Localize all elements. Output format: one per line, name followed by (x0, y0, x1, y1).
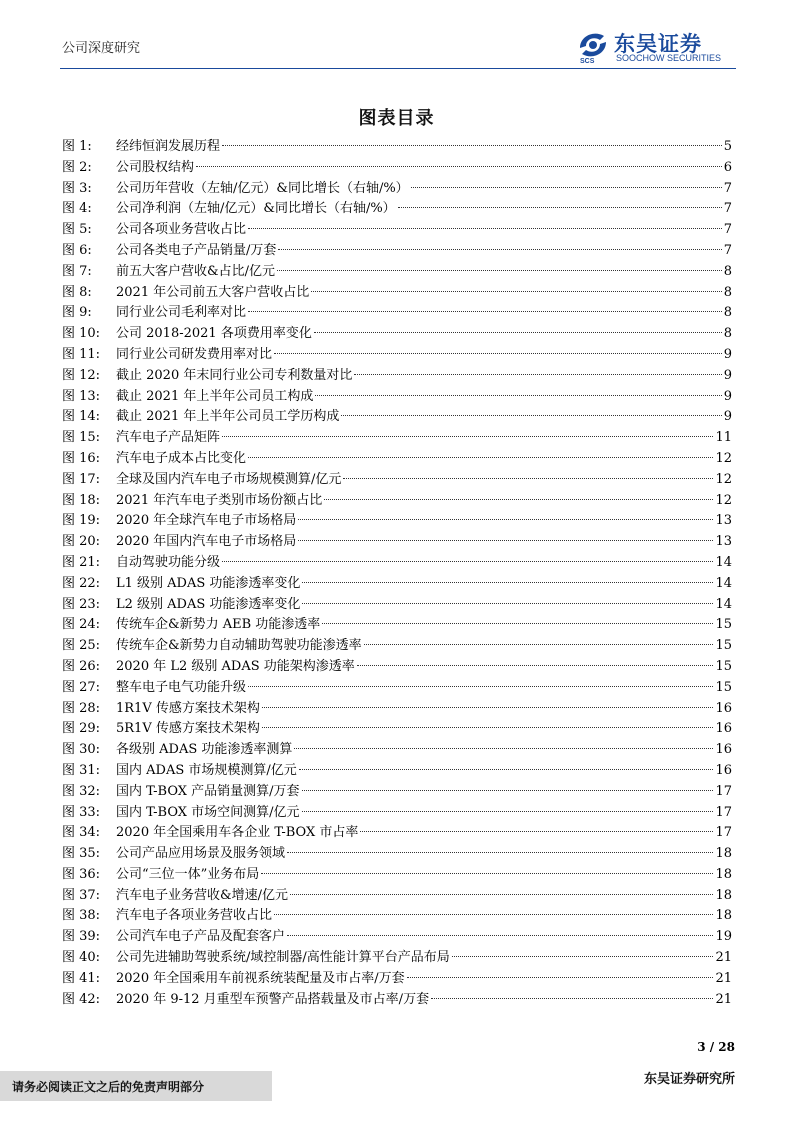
toc-entry-title: 汽车电子产品矩阵 (116, 430, 221, 446)
toc-entry-title: 公司产品应用场景及服务领域 (116, 846, 286, 862)
toc-dot-leader (302, 790, 714, 791)
toc-entry-title: 经纬恒润发展历程 (116, 139, 221, 154)
toc-entry-title: 汽车电子各项业务营收占比 (116, 908, 273, 924)
toc-entry[interactable] (62, 345, 732, 366)
toc-entry-label: 图 36: (62, 866, 101, 882)
toc-entry-page: 14 (715, 596, 732, 612)
toc-entry[interactable] (62, 553, 732, 574)
toc-entry-page: 21 (715, 950, 732, 966)
toc-dot-leader (341, 415, 721, 416)
toc-entry[interactable] (62, 782, 732, 803)
toc-entry-page: 15 (715, 679, 732, 695)
toc-entry-title: 公司汽车电子产品及配套客户 (116, 929, 286, 945)
toc-entry-title: 1R1V 传感方案技术架构 (116, 700, 260, 716)
toc-entry-label: 图 12: (62, 367, 101, 383)
toc-entry[interactable] (62, 574, 732, 595)
toc-entry-title: 公司各项业务营收占比 (116, 222, 247, 238)
toc-entry-label: 图 18: (62, 492, 101, 508)
toc-dot-leader (287, 935, 713, 936)
toc-entry[interactable] (62, 428, 732, 449)
toc-entry-label: 图 33: (62, 804, 101, 820)
toc-entry-title: 2020 年 9-12 月重型车预警产品搭载量及市占率/万套 (116, 991, 430, 1007)
toc-entry-title: 公司“三位一体”业务布局 (116, 866, 260, 882)
toc-entry-label: 图 27: (62, 679, 101, 695)
toc-entry-page: 14 (715, 575, 732, 591)
toc-entry-page: 15 (715, 617, 732, 633)
toc-entry-title: 同行业公司毛利率对比 (116, 305, 247, 321)
toc-entry-page: 13 (715, 534, 732, 550)
toc-entry-label: 图 16: (62, 450, 101, 466)
toc-entry[interactable] (62, 823, 732, 844)
toc-dot-leader (298, 540, 713, 541)
toc-entry-page: 12 (715, 471, 732, 487)
toc-entry-label: 图 41: (62, 970, 101, 986)
toc-entry-title: 汽车电子成本占比变化 (116, 450, 247, 466)
toc-dot-leader (248, 457, 713, 458)
toc-dot-leader (277, 270, 722, 271)
toc-entry[interactable] (62, 137, 732, 158)
toc-entry-label: 图 1: (62, 139, 92, 154)
toc-entry-label: 图 40: (62, 950, 101, 966)
header-section-label: 公司深度研究 (62, 41, 141, 56)
toc-entry-label: 图 8: (62, 284, 92, 300)
toc-dot-leader (299, 769, 714, 770)
toc-entry-title: L1 级别 ADAS 功能渗透率变化 (116, 575, 301, 591)
toc-entry-title: 2020 年国内汽车电子市场格局 (116, 534, 297, 550)
toc-entry-title: 2020 年全国乘用车前视系统装配量及市占率/万套 (116, 970, 405, 986)
logo-chinese-name: 东吴证券 (614, 32, 702, 56)
toc-entry-title: 公司 2018-2021 各项费用率变化 (116, 326, 312, 342)
toc-entry-label: 图 23: (62, 596, 101, 612)
toc-entry-title: 2020 年 L2 级别 ADAS 功能架构渗透率 (116, 658, 355, 674)
scs-logo-icon (576, 28, 610, 62)
toc-entry[interactable] (62, 803, 732, 824)
toc-entry-page: 7 (723, 222, 732, 238)
toc-entry[interactable] (62, 595, 732, 616)
toc-entry[interactable] (62, 699, 732, 720)
company-logo (576, 28, 736, 68)
toc-entry-title: 5R1V 传感方案技术架构 (116, 721, 260, 737)
toc-dot-leader (262, 707, 714, 708)
toc-entry[interactable] (62, 220, 732, 241)
toc-entry-page: 7 (723, 201, 732, 217)
toc-entry-page: 15 (715, 658, 732, 674)
toc-entry-page: 17 (715, 825, 732, 841)
toc-entry[interactable] (62, 470, 732, 491)
toc-dot-leader (294, 748, 713, 749)
toc-entry[interactable] (62, 241, 732, 262)
toc-dot-leader (248, 228, 722, 229)
toc-entry-page: 16 (715, 700, 732, 716)
toc-entry-page: 13 (715, 513, 732, 529)
toc-entry-page: 5 (723, 139, 732, 154)
toc-entry-label: 图 11: (62, 346, 101, 362)
toc-entry-page: 6 (723, 159, 732, 175)
toc-entry[interactable] (62, 179, 732, 200)
toc-entry[interactable] (62, 324, 732, 345)
toc-entry-title: 公司股权结构 (116, 159, 195, 175)
toc-entry[interactable] (62, 740, 732, 761)
toc-entry-page: 12 (715, 492, 732, 508)
logo-abbreviation: SCS (580, 58, 595, 65)
toc-entry-label: 图 25: (62, 638, 101, 654)
toc-dot-leader (222, 436, 713, 437)
toc-dot-leader (360, 831, 713, 832)
toc-entry-title: 汽车电子业务营收&增速/亿元 (116, 887, 288, 903)
toc-entry-title: 截止 2020 年末同行业公司专利数量对比 (116, 367, 353, 383)
toc-entry-page: 9 (723, 346, 732, 362)
toc-entry[interactable] (62, 948, 732, 969)
toc-entry[interactable] (62, 969, 732, 990)
toc-entry[interactable] (62, 407, 732, 428)
toc-entry[interactable] (62, 511, 732, 532)
disclaimer-box (0, 1071, 272, 1101)
toc-entry-page: 16 (715, 762, 732, 778)
toc-entry-label: 图 30: (62, 742, 101, 758)
toc-entry-page: 18 (715, 866, 732, 882)
toc-entry-page: 8 (723, 305, 732, 321)
toc-entry-page: 9 (723, 409, 732, 425)
toc-entry-page: 17 (715, 804, 732, 820)
toc-entry-page: 11 (715, 430, 732, 446)
toc-dot-leader (324, 499, 713, 500)
toc-entry[interactable] (62, 906, 732, 927)
toc-entry-label: 图 5: (62, 222, 92, 238)
toc-entry[interactable] (62, 262, 732, 283)
toc-dot-leader (222, 145, 722, 146)
toc-dot-leader (431, 998, 713, 999)
toc-dot-leader (287, 852, 713, 853)
toc-entry-label: 图 13: (62, 388, 101, 404)
toc-entry[interactable] (62, 719, 732, 740)
toc-entry-title: 截止 2021 年上半年公司员工构成 (116, 388, 314, 404)
toc-dot-leader (452, 956, 714, 957)
toc-entry[interactable] (62, 886, 732, 907)
toc-entry[interactable] (62, 865, 732, 886)
toc-entry-label: 图 4: (62, 201, 92, 217)
toc-entry-title: 截止 2021 年上半年公司员工学历构成 (116, 409, 340, 425)
toc-entry[interactable] (62, 615, 732, 636)
toc-dot-leader (298, 519, 713, 520)
toc-entry-title: 传统车企&新势力 AEB 功能渗透率 (116, 617, 321, 633)
toc-entry-label: 图 22: (62, 575, 101, 591)
toc-dot-leader (274, 914, 713, 915)
toc-entry-page: 9 (723, 367, 732, 383)
toc-entry-title: 公司各类电子产品销量/万套 (116, 242, 277, 258)
toc-entry-title: 同行业公司研发费用率对比 (116, 346, 273, 362)
toc-entry-label: 图 31: (62, 762, 101, 778)
toc-entry-label: 图 42: (62, 991, 101, 1007)
toc-entry-page: 12 (715, 450, 732, 466)
toc-dot-leader (248, 686, 713, 687)
toc-entry-page: 18 (715, 908, 732, 924)
toc-entry-label: 图 9: (62, 305, 92, 321)
toc-entry-page: 14 (715, 554, 732, 570)
toc-dot-leader (290, 894, 714, 895)
toc-entry-title: 前五大客户营收&占比/亿元 (116, 263, 275, 279)
toc-title: 图表目录 (358, 108, 435, 129)
toc-entry-title: 国内 T-BOX 市场空间测算/亿元 (116, 804, 300, 820)
toc-dot-leader (302, 811, 714, 812)
toc-entry[interactable] (62, 636, 732, 657)
toc-entry-label: 图 6: (62, 242, 92, 258)
toc-dot-leader (278, 249, 721, 250)
toc-entry-page: 18 (715, 846, 732, 862)
toc-entry-label: 图 39: (62, 929, 101, 945)
toc-dot-leader (357, 665, 714, 666)
toc-entry-title: 国内 T-BOX 产品销量测算/万套 (116, 783, 300, 799)
toc-entry-page: 8 (723, 326, 732, 342)
toc-entry-title: 公司历年营收（左轴/亿元）&同比增长（右轴/%） (116, 180, 409, 196)
toc-entry-label: 图 26: (62, 658, 101, 674)
toc-entry-title: 各级别 ADAS 功能渗透率测算 (116, 742, 293, 758)
header-divider (60, 68, 736, 69)
logo-english-name: SOOCHOW SECURITIES (616, 53, 722, 63)
toc-entry[interactable] (62, 990, 732, 1011)
institute-name: 东吴证券研究所 (643, 1072, 735, 1087)
toc-entry-label: 图 19: (62, 513, 101, 529)
toc-entry-page: 16 (715, 742, 732, 758)
toc-entry-title: 全球及国内汽车电子市场规模测算/亿元 (116, 471, 342, 487)
toc-entry-page: 18 (715, 887, 732, 903)
toc-dot-leader (407, 977, 714, 978)
toc-entry-label: 图 29: (62, 721, 101, 737)
toc-dot-leader (248, 311, 722, 312)
toc-entry-title: 公司净利润（左轴/亿元）&同比增长（右轴/%） (116, 201, 396, 217)
disclaimer-text: 请务必阅读正文之后的免责声明部分 (12, 1080, 205, 1094)
toc-entry-title: 传统车企&新势力自动辅助驾驶功能渗透率 (116, 638, 362, 654)
toc-entry[interactable] (62, 657, 732, 678)
toc-entry-label: 图 3: (62, 180, 92, 196)
toc-entry-title: 整车电子电气功能升级 (116, 679, 247, 695)
toc-entry[interactable] (62, 491, 732, 512)
toc-dot-leader (302, 603, 713, 604)
toc-entry-page: 8 (723, 263, 732, 279)
toc-entry-title: 自动驾驶功能分级 (116, 554, 221, 570)
toc-dot-leader (354, 374, 721, 375)
toc-entry[interactable] (62, 532, 732, 553)
toc-entry-label: 图 14: (62, 409, 101, 425)
toc-dot-leader (314, 332, 722, 333)
toc-entry-page: 16 (715, 721, 732, 737)
toc-entry-page: 17 (715, 783, 732, 799)
toc-entry-page: 7 (723, 180, 732, 196)
toc-entry[interactable] (62, 387, 732, 408)
toc-entry[interactable] (62, 761, 732, 782)
toc-entry-title: 国内 ADAS 市场规模测算/亿元 (116, 762, 297, 778)
toc-dot-leader (261, 873, 713, 874)
toc-entry-page: 21 (715, 991, 732, 1007)
toc-entry[interactable] (62, 283, 732, 304)
toc-dot-leader (364, 644, 714, 645)
page-number: 3 / 28 (697, 1040, 735, 1054)
toc-entry-label: 图 37: (62, 887, 101, 903)
toc-entry[interactable] (62, 366, 732, 387)
toc-dot-leader (343, 478, 713, 479)
toc-dot-leader (262, 727, 714, 728)
toc-entry-label: 图 21: (62, 554, 101, 570)
toc-entry[interactable] (62, 199, 732, 220)
toc-entry-label: 图 2: (62, 159, 92, 175)
toc-entry-title: 2020 年全国乘用车各企业 T-BOX 市占率 (116, 825, 359, 841)
toc-dot-leader (322, 623, 713, 624)
toc-dot-leader (274, 353, 722, 354)
toc-entry-label: 图 32: (62, 783, 101, 799)
toc-dot-leader (398, 207, 722, 208)
toc-entry-title: L2 级别 ADAS 功能渗透率变化 (116, 596, 301, 612)
toc-entry-title: 公司先进辅助驾驶系统/域控制器/高性能计算平台产品布局 (116, 950, 450, 966)
toc-entry-title: 2021 年汽车电子类别市场份额占比 (116, 492, 323, 508)
toc-entry-page: 8 (723, 284, 732, 300)
toc-dot-leader (222, 561, 713, 562)
toc-entry-label: 图 24: (62, 617, 101, 633)
toc-entry-label: 图 38: (62, 908, 101, 924)
toc-dot-leader (302, 582, 713, 583)
toc-entry-label: 图 10: (62, 326, 101, 342)
toc-dot-leader (411, 187, 722, 188)
toc-entry-title: 2020 年全球汽车电子市场格局 (116, 513, 297, 529)
toc-dot-leader (311, 291, 722, 292)
toc-entry[interactable] (62, 303, 732, 324)
toc-entry[interactable] (62, 844, 732, 865)
toc-entry-label: 图 7: (62, 263, 92, 279)
toc-entry-page: 21 (715, 970, 732, 986)
toc-entry-label: 图 28: (62, 700, 101, 716)
toc-entry-label: 图 20: (62, 534, 101, 550)
toc-entry-label: 图 15: (62, 430, 101, 446)
toc-entry-page: 19 (715, 929, 732, 945)
toc-entry[interactable] (62, 449, 732, 470)
toc-entry[interactable] (62, 927, 732, 948)
toc-entry-page: 7 (723, 242, 732, 258)
toc-dot-leader (196, 166, 722, 167)
toc-dot-leader (315, 395, 721, 396)
toc-entry-label: 图 34: (62, 825, 101, 841)
toc-list (62, 137, 732, 1010)
toc-entry[interactable] (62, 678, 732, 699)
toc-entry[interactable] (62, 158, 732, 179)
toc-entry-page: 9 (723, 388, 732, 404)
toc-entry-title: 2021 年公司前五大客户营收占比 (116, 284, 310, 300)
toc-entry-label: 图 17: (62, 471, 101, 487)
toc-entry-label: 图 35: (62, 846, 101, 862)
toc-entry-page: 15 (715, 638, 732, 654)
